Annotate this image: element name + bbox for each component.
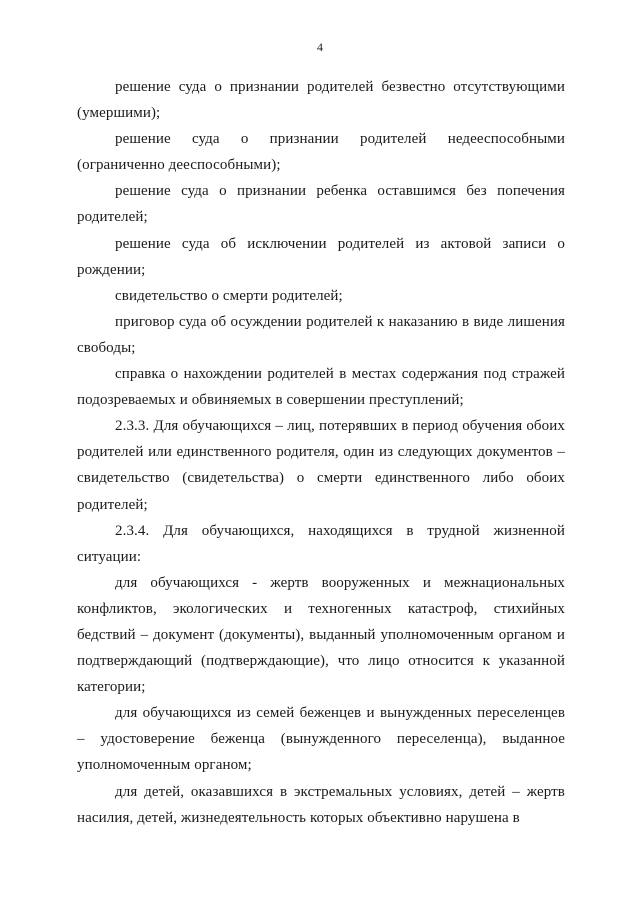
document-body xyxy=(77,74,565,831)
paragraph-court-missing: решение суда о признании родителей безвестно отсутствующими (умершими); xyxy=(77,79,565,122)
paragraph-clause-2-3-3: 2.3.3. Для обучающихся – лиц, потерявших в период обучения обоих родителей или единственного родителя, один из следующих документов – свидетельство (свидетельства) о смерти единственного либо обоих родителей; xyxy=(77,418,565,513)
paragraph-court-incapacity: решение суда о признании родителей недееспособными (ограниченно дееспособными); xyxy=(77,131,565,174)
paragraph-sentence: приговор суда об осуждении родителей к наказанию в виде лишения свободы; xyxy=(77,313,565,356)
paragraph-conflict-victims: для обучающихся - жертв вооруженных и межнациональных конфликтов, экологических и техногенных катастроф, стихийных бедствий – документ (документы), выданный уполномоченным органом и подтверждающий (подтверждающие), что лицо относится к указанной категории; xyxy=(77,574,565,696)
paragraph-extreme-conditions: для детей, оказавшихся в экстремальных условиях, детей – жертв насилия, детей, жизнедеятельность которых объективно нарушена в xyxy=(77,783,565,826)
paragraph-custody-certificate: справка о нахождении родителей в местах содержания под стражей подозреваемых и обвиняемых в совершении преступлений; xyxy=(77,366,565,409)
paragraph-clause-2-3-4: 2.3.4. Для обучающихся, находящихся в трудной жизненной ситуации: xyxy=(77,522,565,565)
page-number: 4 xyxy=(317,40,323,54)
paragraph-court-exclusion: решение суда об исключении родителей из актовой записи о рождении; xyxy=(77,235,565,278)
paragraph-refugees: для обучающихся из семей беженцев и вынужденных переселенцев – удостоверение беженца (вынужденного переселенца), выданное уполномоченным органом; xyxy=(77,705,565,774)
paragraph-court-without-care: решение суда о признании ребенка оставшимся без попечения родителей; xyxy=(77,183,565,226)
paragraph-death-certificate: свидетельство о смерти родителей; xyxy=(115,287,343,304)
